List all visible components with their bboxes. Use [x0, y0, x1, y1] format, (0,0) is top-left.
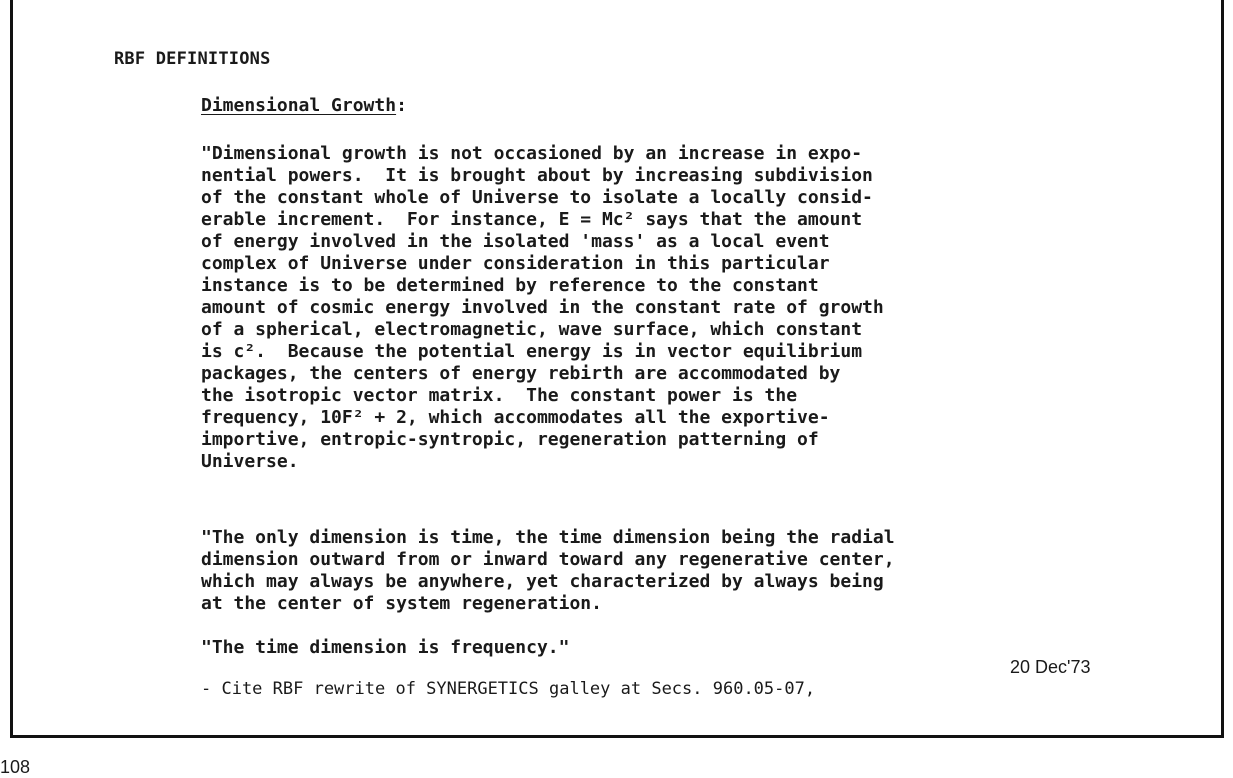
citation: - Cite RBF rewrite of SYNERGETICS galley at Secs. 960.05-07,	[201, 679, 816, 699]
quote-paragraph-1: "Dimensional growth is not occasioned by an increase in expo- nential powers. It is brought about by increasing subdivision of the constant whole of Universe to isolate a locally consid- erable increment. For instance, E = Mc² says that the amount of energy involved in the isolated 'mass' as a local event complex of Universe under consideration in this particular instance is to be determined by reference to the constant amount of cosmic energy involved in the constant rate of growth of a spherical, electromagnetic, wave surface, which constant is c². Because the potential energy is in vector equilibrium packages, the centers of energy rebirth are accommodated by the isotropic vector matrix. The constant power is the frequency, 10F² + 2, which accommodates all the exportive- importive, entropic-syntropic, regeneration patterning of Universe.	[201, 143, 884, 472]
entry-term-suffix: :	[396, 95, 407, 116]
page-title: RBF DEFINITIONS	[114, 49, 271, 69]
quote-paragraph-2: "The only dimension is time, the time dimension being the radial dimension outward from or inward toward any regenerative center, which may always be anywhere, yet characterized by always being at the center of system regeneration.	[201, 527, 895, 614]
quote-paragraph-3: "The time dimension is frequency."	[201, 637, 570, 658]
entry-term-label: Dimensional Growth	[201, 95, 397, 116]
page-number: 108	[0, 757, 31, 777]
entry-term	[201, 95, 407, 116]
entry-date: 20 Dec'73	[1010, 657, 1091, 677]
